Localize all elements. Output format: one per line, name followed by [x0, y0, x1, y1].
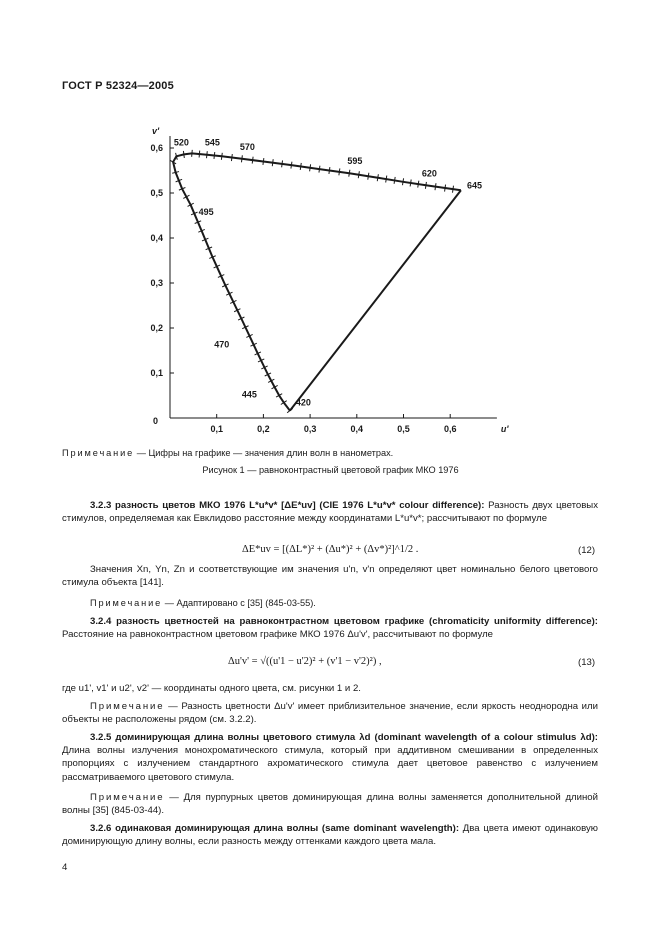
note-text: — Для пурпурных цветов доминирующая длина волны заменяется дополнительной длиной волны [35] (845-03-44). [62, 792, 598, 817]
section-3-2-3-number: 3.2.3 [90, 500, 116, 511]
note-label: Примечание [90, 792, 165, 803]
wavelength-tick [231, 154, 232, 161]
x-tick-label: 0,1 [210, 424, 223, 434]
section-3-2-6-title: одинаковая доминирующая длина волны (same dominant wavelength): [115, 823, 460, 834]
y-tick-label: 0,2 [150, 323, 163, 333]
x-tick-label: 0,6 [443, 424, 457, 434]
figure-note-label: Примечание [62, 448, 135, 458]
section-3-2-6-text: Два цвета имеют одинаковую доминирующую длину волны, если разность между оттенками каждого цвета мала. [62, 823, 598, 848]
wavelength-tick [319, 166, 320, 173]
wavelength-tick [291, 162, 292, 169]
wavelength-tick [263, 158, 264, 165]
wavelength-label: 470 [214, 339, 230, 350]
section-3-2-6 [62, 822, 598, 848]
wavelength-tick [310, 164, 311, 171]
section-3-2-3-title: разность цветов МКО 1976 L*u*v* [ΔE*uv] (CIE 1976 L*u*v* colour difference): [115, 500, 485, 511]
wavelength-label: 620 [421, 168, 437, 179]
wavelength-label: 545 [204, 137, 220, 148]
wavelength-tick [282, 160, 283, 167]
section-3-2-4-after: где u1', v1' и u2', v2' — координаты одного цвета, см. рисунки 1 и 2. [62, 683, 361, 694]
section-3-2-3 [62, 499, 598, 525]
section-3-2-4-title: разность цветностей на равноконтрастном цветовом графике (chromaticity uniformity difference): [116, 616, 598, 627]
note-label: Примечание [90, 701, 165, 712]
section-3-2-3-after: Значения Xn, Yn, Zn и соответствующие им значения u'n, v'n определяют цвет номинально белого цветового стимула объекта [141]. [62, 564, 598, 589]
section-3-2-4-note [62, 700, 598, 726]
note-label: Примечание [90, 598, 163, 608]
section-3-2-4-text: Расстояние на равноконтрастном цветовом графике МКО 1976 Δu'v', рассчитывают по формуле [62, 629, 494, 641]
figure-note-text: — Цифры на графике — значения длин волн в нанометрах. [134, 448, 394, 458]
wavelength-tick [221, 153, 222, 160]
spectral-locus-line [173, 153, 461, 410]
formula-12: ΔE*uv = [(ΔL*)² + (Δu*)² + (Δv*)²]^1/2 . [242, 544, 419, 555]
wavelength-label: 445 [241, 389, 257, 400]
wavelength-tick [418, 181, 419, 188]
wavelength-tick [445, 185, 446, 192]
x-tick-label: 0,4 [350, 424, 364, 434]
wavelength-tick [207, 151, 208, 158]
section-3-2-5-title: доминирующая длина волны цветового стимула λd (dominant wavelength of a colour stimulus λd): [115, 732, 598, 743]
figure-note [62, 447, 393, 459]
note-text: — Разность цветности Δu'v' имеет приблизительное значение, если яркость неоднородна или объекты не расположены рядом (см. 3.2.2). [62, 701, 598, 726]
wavelength-tick [272, 159, 273, 166]
wavelength-tick [214, 152, 215, 159]
section-3-2-5-number: 3.2.5 [90, 732, 116, 743]
wavelength-tick [183, 151, 184, 158]
wavelength-tick [300, 163, 301, 170]
wavelength-tick [410, 179, 411, 186]
wavelength-tick [241, 155, 242, 162]
wavelength-tick [329, 167, 330, 174]
y-tick-label: 0,1 [150, 368, 163, 378]
wavelength-label: 570 [239, 141, 255, 152]
x-tick-label: 0,3 [303, 424, 317, 434]
wavelength-tick [192, 150, 193, 157]
document-header: ГОСТ Р 52324—2005 [62, 80, 174, 92]
wavelength-label: 420 [295, 397, 311, 408]
wavelength-tick [368, 173, 369, 180]
section-3-2-5-note [62, 791, 598, 817]
wavelength-tick [252, 157, 253, 164]
x-tick-label: 0,2 [257, 424, 270, 434]
wavelength-tick [402, 178, 403, 185]
x-tick-label: 0,5 [397, 424, 410, 434]
y-tick-label: 0,6 [150, 143, 163, 153]
section-3-2-4 [62, 615, 598, 641]
section-3-2-3-text: Разность двух цветовых стимулов, определяемая как Евклидово расстояние между координатами L*u*v*; рассчитывают по формуле [62, 500, 598, 525]
wavelength-tick [453, 186, 454, 193]
wavelength-label: 595 [347, 156, 363, 167]
x-axis-title: u' [500, 424, 509, 434]
wavelength-tick [349, 170, 350, 177]
section-3-2-5-text: Длина волны излучения монохроматического стимула, который при аддитивном смешивании в определенных пропорциях с излучением стандартного ахроматического стимула дает цветовое равенство с излучением рассматриваемого цветового стимула. [62, 745, 598, 783]
section-3-2-5 [62, 731, 598, 784]
section-3-2-6-number: 3.2.6 [90, 823, 116, 834]
wavelength-tick [386, 176, 387, 183]
wavelength-label: 520 [173, 137, 189, 148]
y-tick-label: 0,3 [150, 278, 163, 288]
note-text: — Адаптировано с [35] (845-03-55). [162, 598, 316, 608]
equation-number-13: (13) [578, 657, 596, 668]
wavelength-label: 645 [466, 180, 482, 191]
wavelength-tick [339, 168, 340, 175]
purple-line [290, 190, 461, 410]
wavelength-tick [435, 183, 436, 190]
wavelength-tick [199, 151, 200, 158]
wavelength-label: 495 [198, 206, 214, 217]
y-axis-title: v' [152, 126, 160, 136]
wavelength-tick [394, 177, 395, 184]
formula-13: Δu'v' = √((u'1 − u'2)² + (v'1 − v'2)²) , [228, 656, 382, 667]
figure-caption: Рисунок 1 — равноконтрастный цветовой график МКО 1976 [202, 465, 459, 475]
page-number: 4 [62, 862, 68, 873]
section-3-2-3-note [90, 597, 316, 609]
y-tick-label: 0,5 [150, 188, 163, 198]
equation-number-12: (12) [578, 545, 596, 556]
origin-label: 0 [152, 416, 158, 426]
section-3-2-4-number: 3.2.4 [90, 616, 117, 627]
wavelength-tick [358, 171, 359, 178]
wavelength-tick [425, 182, 426, 189]
cie-1976-ucs-chart [140, 108, 509, 438]
wavelength-tick [377, 174, 378, 181]
y-tick-label: 0,4 [150, 233, 163, 243]
